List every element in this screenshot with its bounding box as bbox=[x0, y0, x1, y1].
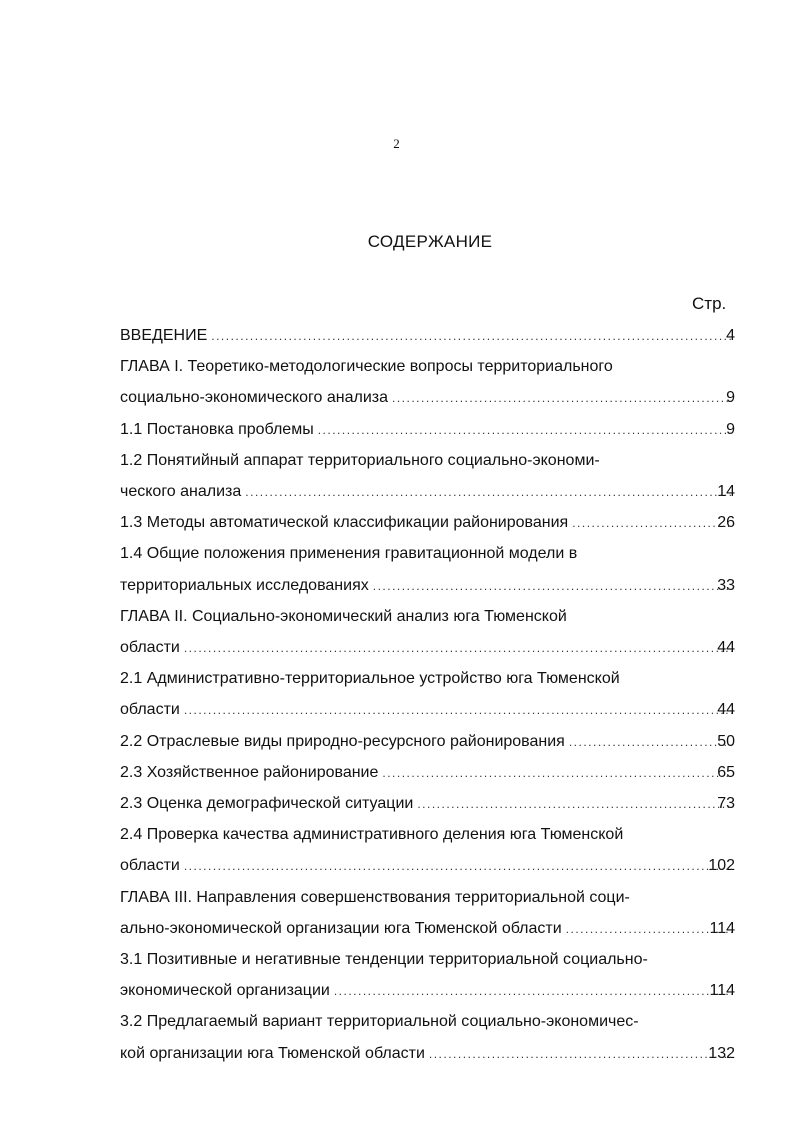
toc-page-number: 102 bbox=[708, 857, 735, 874]
toc-entry-text: ГЛАВА II. Социально-экономический анализ юга Тюменской bbox=[120, 608, 567, 625]
toc-entry-line bbox=[120, 854, 736, 878]
toc-page-number: 4 bbox=[726, 327, 735, 344]
toc-entry-line bbox=[120, 698, 736, 722]
toc-page-number: 50 bbox=[717, 733, 735, 750]
toc-entry-line bbox=[120, 449, 736, 473]
toc-entry-line bbox=[120, 324, 736, 348]
dot-leader bbox=[184, 854, 732, 878]
toc-entry-line bbox=[120, 792, 736, 816]
toc-entry-text: области bbox=[120, 857, 180, 874]
dot-leader bbox=[211, 324, 732, 348]
toc-page-number: 132 bbox=[708, 1045, 735, 1062]
toc-page-number: 65 bbox=[717, 764, 735, 781]
toc-page-number: 44 bbox=[717, 639, 735, 656]
toc-entry-text: 1.3 Методы автоматической классификации районирования bbox=[120, 514, 569, 531]
toc-entry-text: кой организации юга Тюменской области bbox=[120, 1045, 425, 1062]
toc-entry-line bbox=[120, 511, 736, 535]
toc-entry-line bbox=[120, 480, 736, 504]
toc-entry-line bbox=[120, 542, 736, 566]
toc-entry-text: ально-экономической организации юга Тюменской области bbox=[120, 920, 562, 937]
dot-leader bbox=[566, 917, 732, 941]
toc-entry-text: 1.4 Общие положения применения гравитационной модели в bbox=[120, 545, 578, 562]
dot-leader bbox=[417, 792, 732, 816]
toc-page-number: 114 bbox=[709, 920, 735, 937]
toc-entry-text: экономической организации bbox=[120, 982, 330, 999]
toc-entry-text: территориальных исследованиях bbox=[120, 577, 369, 594]
toc-entry-text: 2.4 Проверка качества административного деления юга Тюменской bbox=[120, 826, 624, 843]
toc-entry-text: 2.1 Административно-территориальное устройство юга Тюменской bbox=[120, 670, 620, 687]
toc-entry-text: 1.1 Постановка проблемы bbox=[120, 421, 314, 438]
toc-entry-text: области bbox=[120, 701, 180, 718]
dot-leader bbox=[318, 418, 732, 442]
toc-entry-line bbox=[120, 355, 736, 379]
toc-entry-text: 3.2 Предлагаемый вариант территориальной социально-экономичес- bbox=[120, 1013, 639, 1030]
page-number: 2 bbox=[393, 136, 400, 151]
toc-entry-line bbox=[120, 574, 736, 598]
toc-entry-text: ГЛАВА I. Теоретико-методологические вопросы территориального bbox=[120, 358, 613, 375]
toc-page-number: 44 bbox=[717, 701, 735, 718]
toc-page-number: 73 bbox=[717, 795, 735, 812]
toc-entry-line bbox=[120, 886, 736, 910]
dot-leader bbox=[334, 979, 732, 1003]
toc-entry-text: 2.2 Отраслевые виды природно-ресурсного районирования bbox=[120, 733, 565, 750]
toc-entry-line bbox=[120, 605, 736, 629]
dot-leader bbox=[245, 480, 732, 504]
toc-entry-text: 2.3 Оценка демографической ситуации bbox=[120, 795, 414, 812]
toc-entry-line bbox=[120, 1042, 736, 1066]
toc-page-number: 114 bbox=[709, 982, 735, 999]
toc-entry-line bbox=[120, 636, 736, 660]
toc-entry-text: 3.1 Позитивные и негативные тенденции территориальной социально- bbox=[120, 951, 648, 968]
dot-leader bbox=[429, 1042, 732, 1066]
toc-page-number: 9 bbox=[726, 389, 735, 406]
dot-leader bbox=[392, 386, 732, 410]
toc-entry-line bbox=[120, 761, 736, 785]
dot-leader bbox=[184, 698, 732, 722]
toc-entry-line bbox=[120, 730, 736, 754]
toc-page-number: 26 bbox=[717, 514, 735, 531]
page-title: СОДЕРЖАНИЕ bbox=[367, 232, 493, 251]
toc-entry-line bbox=[120, 386, 736, 410]
toc-entry-text: ГЛАВА III. Направления совершенствования территориальной соци- bbox=[120, 889, 630, 906]
dot-leader bbox=[569, 730, 732, 754]
toc-entry-line bbox=[120, 823, 736, 847]
toc-entry-line bbox=[120, 948, 736, 972]
dot-leader bbox=[373, 574, 732, 598]
toc-page-number: 14 bbox=[717, 483, 735, 500]
toc-entry-text: ВВЕДЕНИЕ bbox=[120, 327, 208, 344]
toc-page-number: 33 bbox=[717, 577, 735, 594]
dot-leader bbox=[572, 511, 732, 535]
toc-entry-line bbox=[120, 979, 736, 1003]
page-column-label: Стр. bbox=[692, 294, 727, 313]
toc-entry-text: ческого анализа bbox=[120, 483, 242, 500]
dot-leader bbox=[184, 636, 732, 660]
toc-entry-text: области bbox=[120, 639, 180, 656]
toc-entry-line bbox=[120, 418, 736, 442]
toc-entry-line bbox=[120, 917, 736, 941]
toc-entry-line bbox=[120, 667, 736, 691]
toc-entry-line bbox=[120, 1010, 736, 1034]
dot-leader bbox=[382, 761, 732, 785]
toc-entry-text: 1.2 Понятийный аппарат территориального социально-экономи- bbox=[120, 452, 600, 469]
toc-page-number: 9 bbox=[726, 421, 735, 438]
toc-entry-text: 2.3 Хозяйственное районирование bbox=[120, 764, 379, 781]
toc-entry-text: социально-экономического анализа bbox=[120, 389, 389, 406]
